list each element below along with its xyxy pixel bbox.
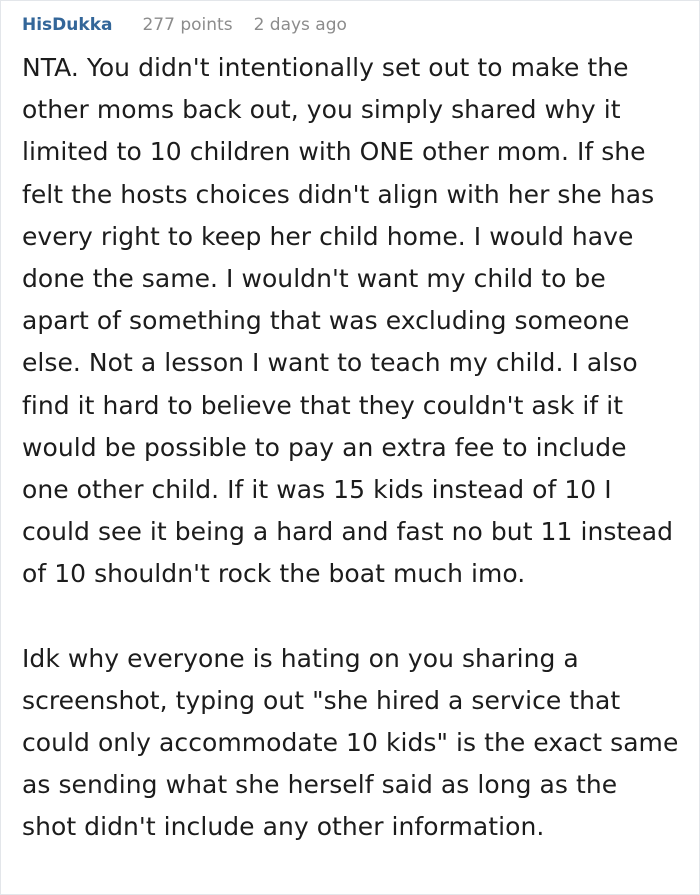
- comment-author-link[interactable]: HisDukka: [22, 15, 113, 35]
- comment: [1, 1, 699, 849]
- comment-age: 2 days ago: [253, 15, 347, 35]
- comment-body: [22, 47, 699, 849]
- comment-points: 277 points: [142, 15, 233, 35]
- comment-paragraph: NTA. You didn't intentionally set out to make the other moms back out, you simply shared why it limited to 10 children with ONE other mom. If she felt the hosts choices didn't align with her she has every right to keep her child home. I would have done the same. I wouldn't want my child to be apart of something that was excluding someone else. Not a lesson I want to teach my child. I also find it hard to believe that they couldn't ask if it would be possible to pay an extra fee to include one other child. If it was 15 kids instead of 10 I could see it being a hard and fast no but 11 instead of 10 shouldn't rock the boat much imo.: [22, 53, 673, 589]
- comment-meta: [22, 15, 699, 47]
- comment-paragraph: Idk why everyone is hating on you sharing a screenshot, typing out "she hired a service that could only accommodate 10 kids" is the exact same as sending what she herself said as long as the shot didn't include any other information.: [22, 643, 679, 842]
